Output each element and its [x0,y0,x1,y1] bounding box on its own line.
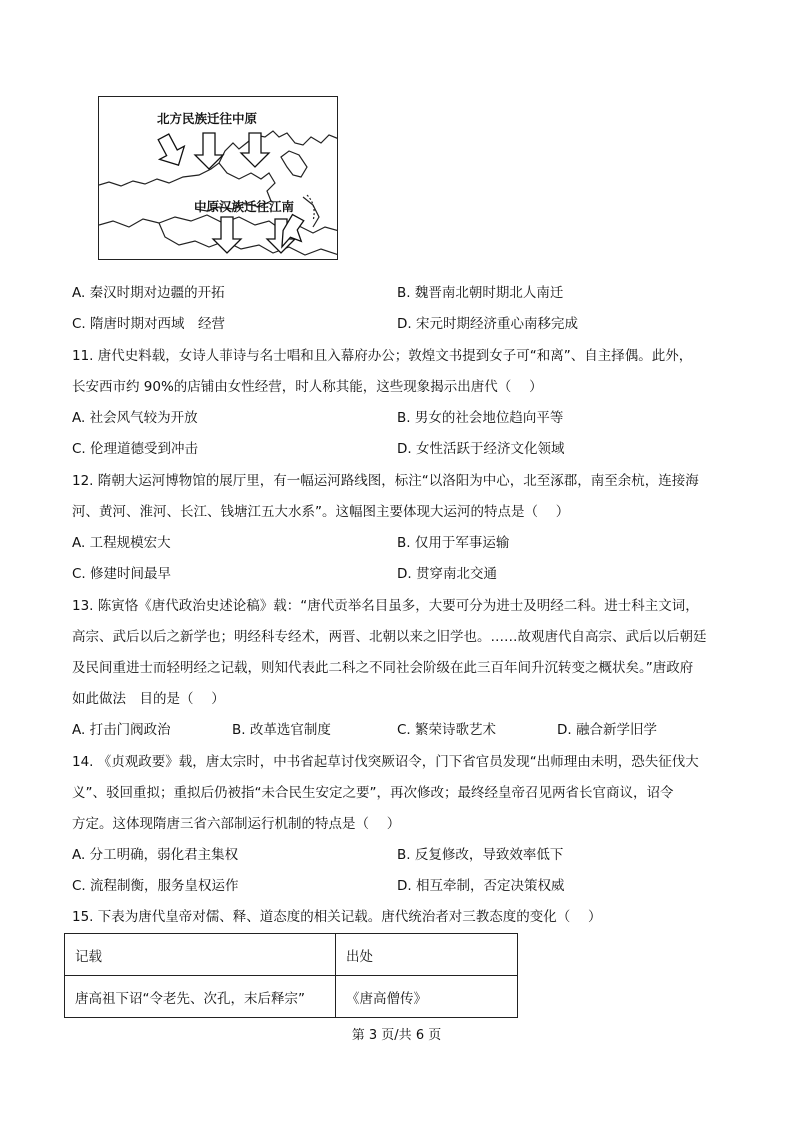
q13-option-d: D. 融合新学旧学 [557,722,657,738]
q12-stem-line-1: 12. 隋朝大运河博物馆的展厅里，有一幅运河路线图，标注“以洛阳为中心，北至涿郡，南至余杭，连接海 [72,473,699,489]
q11-stem-line-1: 11. 唐代史料载，女诗人菲诗与名士唱和且入幕府办公；敦煌文书提到女子可“和离”、自主择偶。此外， [72,348,693,364]
q14-option-b: B. 反复修改，导致效率低下 [397,847,564,863]
table-header-cell: 出处 [336,934,518,976]
table-header-cell: 记载 [65,934,336,976]
q13-stem-line-1: 13. 陈寅恪《唐代政治史述论稿》载：“唐代贡举名目虽多，大要可分为进士及明经二科。进士科主文词， [72,598,699,614]
q13-option-c: C. 繁荣诗歌艺术 [397,722,497,738]
q12-option-d: D. 贯穿南北交通 [397,566,497,582]
q15-stem-line-1: 15. 下表为唐代皇帝对儒、释、道态度的相关记载。唐代统治者对三教态度的变化（ ） [72,909,602,925]
records-table [64,933,518,1018]
q10-option-d: D. 宋元时期经济重心南移完成 [397,316,578,332]
q11-option-d: D. 女性活跃于经济文化领域 [397,441,565,457]
table-row [65,976,518,1018]
q14-stem-line-3: 方定。这体现隋唐三省六部制运行机制的特点是（ ） [72,816,401,832]
q12-stem-line-2: 河、黄河、淮河、长江、钱塘江五大水系”。这幅图主要体现大运河的特点是（ ） [72,504,570,520]
q13-option-a: A. 打击门阀政治 [72,722,171,738]
q14-stem-line-1: 14. 《贞观政要》载，唐太宗时，中书省起草讨伐突厥诏令，门下省官员发现“出师理由未明，恐失征伐大 [72,754,699,770]
q12-option-a: A. 工程规模宏大 [72,535,171,551]
table-cell: 《唐高僧传》 [336,976,518,1018]
q14-option-c: C. 流程制衡，服务皇权运作 [72,878,239,894]
map-label-north: 北方民族迁往中原 [157,111,258,126]
q11-option-b: B. 男女的社会地位趋向平等 [397,410,564,426]
q10-option-a: A. 秦汉时期对边疆的开拓 [72,285,225,301]
q13-stem-line-4: 如此做法 目的是（ ） [72,691,225,707]
table-cell: 唐高祖下诏“令老先、次孔，末后释宗” [65,976,336,1018]
q11-option-a: A. 社会风气较为开放 [72,410,198,426]
migration-map [98,96,338,260]
q12-option-c: C. 修建时间最早 [72,566,172,582]
q13-stem-line-3: 及民间重进士而轻明经之记载，则知代表此二科之不同社会阶级在此三百年间升沉转变之概状矣。”唐政府 [72,660,694,676]
q10-option-b: B. 魏晋南北朝时期北人南迁 [397,285,564,301]
q10-option-c: C. 隋唐时期对西域 经营 [72,316,226,332]
map-label-south: 中原汉族迁往江南 [194,199,295,214]
q11-option-c: C. 伦理道德受到冲击 [72,441,199,457]
q11-stem-line-2: 长安西市约 90%的店铺由女性经营，时人称其能，这些现象揭示出唐代（ ） [72,379,543,395]
table-header-row [65,934,518,976]
q13-option-b: B. 改革选官制度 [232,722,331,738]
page-footer: 第 3 页/共 6 页 [351,1028,442,1043]
q14-option-a: A. 分工明确，弱化君主集权 [72,847,239,863]
q14-option-d: D. 相互牵制，否定决策权威 [397,878,565,894]
q13-stem-line-2: 高宗、武后以后之新学也；明经科专经术，两晋、北朝以来之旧学也。……故观唐代自高宗、武后以后朝廷 [72,629,707,645]
q14-stem-line-2: 义”、驳回重拟；重拟后仍被指“未合民生安定之要”，再次修改；最终经皇帝召见两省长官商议，诏令 [72,785,674,801]
q12-option-b: B. 仅用于军事运输 [397,535,510,551]
